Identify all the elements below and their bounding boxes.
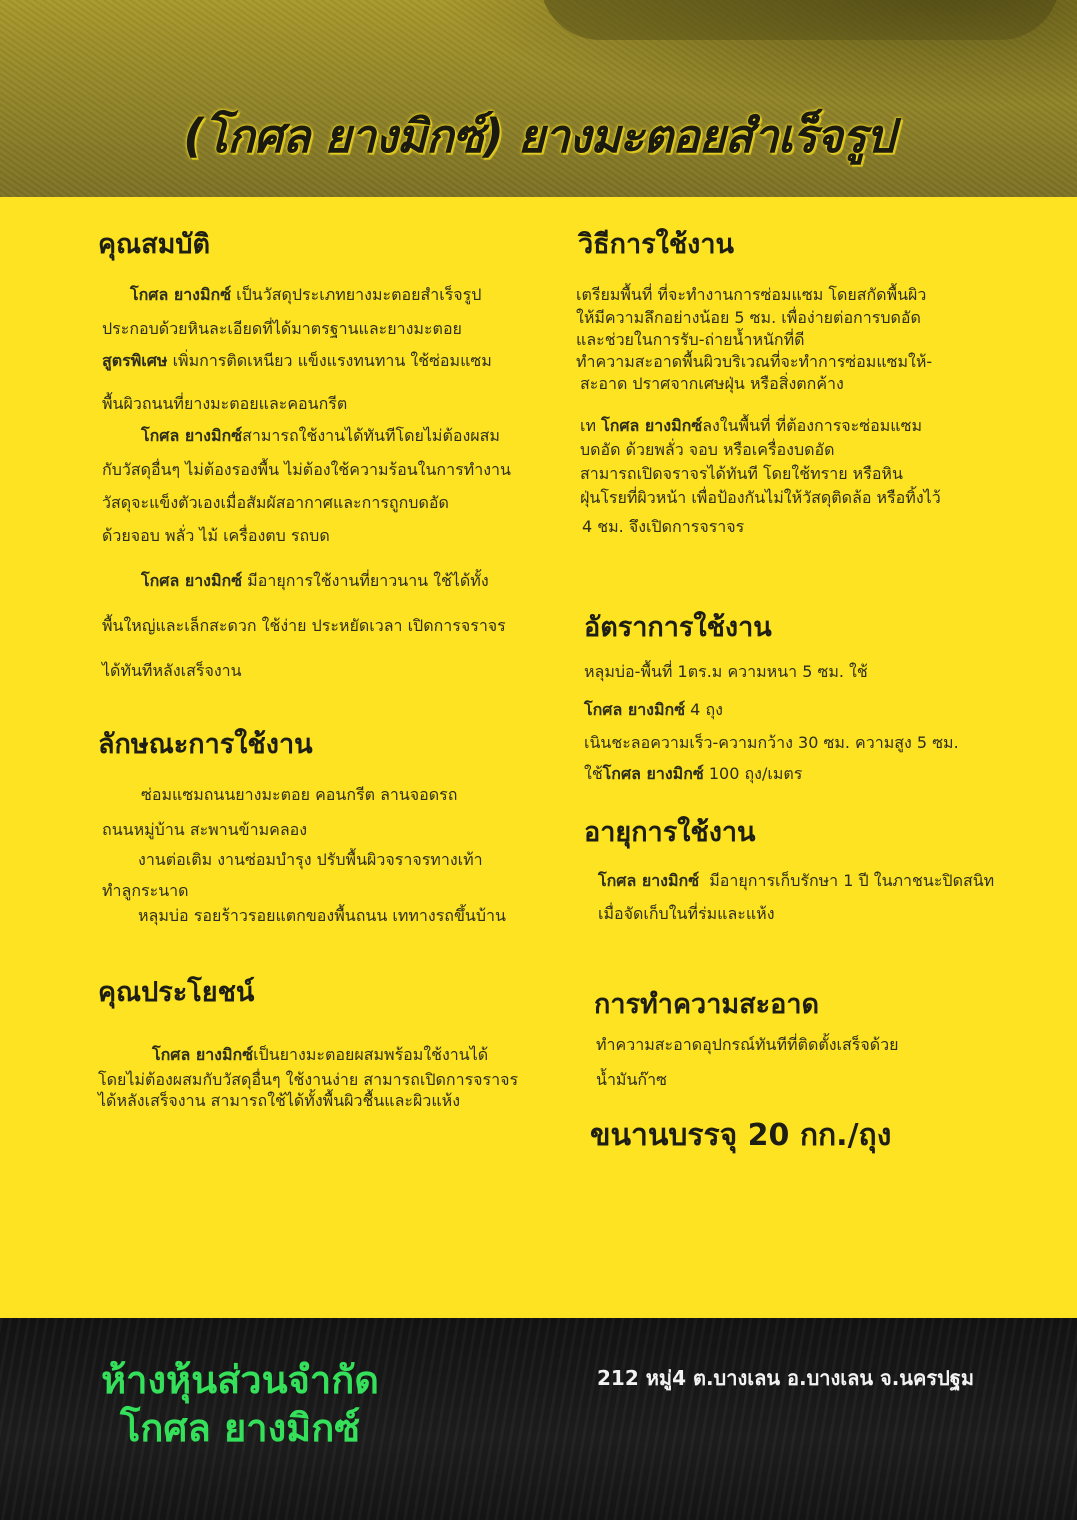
properties-line: ได้ทันทีหลังเสร็จงาน <box>102 661 242 680</box>
properties-line: โกศล ยางมิกซ์ มีอายุการใช้งานที่ยาวนาน ใช้ได้ทั้ง <box>141 571 489 590</box>
package-size: ขนานบรรจุ 20 กก./ถุง <box>590 1118 892 1153</box>
usage-heading: วิธีการใช้งาน <box>578 229 734 260</box>
benefits-line: โกศล ยางมิกซ์เป็นยางมะตอยผสมพร้อมใช้งานได้ <box>152 1045 489 1064</box>
properties-line: พื้นผิวถนนที่ยางมะตอยและคอนกรีต <box>102 394 348 413</box>
benefits-line: โดยไม่ต้องผสมกับวัสดุอื่นๆ ใช้งานง่าย สามารถเปิดการจราจร <box>98 1070 519 1089</box>
rate-heading: อัตราการใช้งาน <box>584 612 772 643</box>
cleaning-line: น้ำมันก๊าซ <box>596 1070 667 1089</box>
usage-line: ให้มีความลึกอย่างน้อย 5 ซม. เพื่อง่ายต่อการบดอัด <box>576 308 921 327</box>
rate-line: โกศล ยางมิกซ์ 4 ถุง <box>584 700 723 719</box>
footer <box>0 1318 1077 1520</box>
usage-line: เท โกศล ยางมิกซ์ลงในพื้นที่ ที่ต้องการจะซ่อมแซม <box>580 416 922 435</box>
applications-line: งานต่อเติม งานซ่อมบำรุง ปรับพื้นผิวจราจรทางเท้า <box>138 850 483 869</box>
rate-line: หลุมบ่อ-พื้นที่ 1ตร.ม ความหนา 5 ซม. ใช้ <box>584 662 868 681</box>
applications-line: ซ่อมแซมถนนยางมะตอย คอนกรีต ลานจอดรถ <box>141 785 458 804</box>
shelf-life-line: โกศล ยางมิกซ์ มีอายุการเก็บรักษา 1 ปี ในภาชนะปิดสนิท <box>598 871 995 890</box>
usage-line: บดอัด ด้วยพลั่ว จอบ หรือเครื่องบดอัด <box>580 440 835 459</box>
company-line-2: โกศล ยางมิกซ์ <box>119 1406 361 1450</box>
applications-heading: ลักษณะการใช้งาน <box>98 729 313 760</box>
header-banner <box>0 0 1077 197</box>
applications-line: ทำลูกระนาด <box>102 881 189 900</box>
page-title: (โกศล ยางมิกซ์) ยางมะตอยสำเร็จรูป <box>183 109 894 163</box>
properties-line: ประกอบด้วยหินละเอียดที่ได้มาตรฐานและยางมะตอย <box>102 319 462 338</box>
properties-line: พื้นใหญ่และเล็กสะดวก ใช้ง่าย ประหยัดเวลา เปิดการจราจร <box>102 616 506 635</box>
usage-line: เตรียมพื้นที่ ที่จะทำงานการซ่อมแซม โดยสกัดพื้นผิว <box>576 285 927 304</box>
benefits-heading: คุณประโยชน์ <box>98 977 255 1008</box>
usage-line: ทำความสะอาดพื้นผิวบริเวณที่จะทำการซ่อมแซมให้- <box>576 352 933 371</box>
cleaning-line: ทำความสะอาดอุปกรณ์ทันทีที่ติดตั้งเสร็จด้วย <box>596 1035 899 1054</box>
shelf-life-line: เมื่อจัดเก็บในที่ร่มและแห้ง <box>598 904 775 923</box>
properties-line: โกศล ยางมิกซ์ เป็นวัสดุประเภทยางมะตอยสำเร็จรูป <box>130 285 482 304</box>
company-address: 212 หมู่4 ต.บางเลน อ.บางเลน จ.นครปฐม <box>597 1366 975 1390</box>
properties-line: โกศล ยางมิกซ์สามารถใช้งานได้ทันทีโดยไม่ต้องผสม <box>141 426 500 445</box>
applications-line: ถนนหมู่บ้าน สะพานข้ามคลอง <box>102 820 308 839</box>
rate-line: เนินชะลอความเร็ว-ความกว้าง 30 ซม. ความสูง 5 ซม. <box>584 733 959 752</box>
cleaning-heading: การทำความสะอาด <box>594 989 820 1020</box>
shelf-life-heading: อายุการใช้งาน <box>584 817 756 848</box>
usage-line: สามารถเปิดจราจรได้ทันที โดยใช้ทราย หรือหิน <box>580 464 903 483</box>
usage-line: ฝุ่นโรยที่ผิวหน้า เพื่อป้องกันไม่ให้วัสดุติดล้อ หรือทิ้งไว้ <box>580 488 941 507</box>
usage-line: และช่วยในการรับ-ถ่ายน้ำหนักที่ดี <box>576 330 805 349</box>
company-name <box>30 1356 450 1452</box>
company-line-1: ห้างหุ้นส่วนจำกัด <box>101 1358 379 1402</box>
usage-line: 4 ชม. จึงเปิดการจราจร <box>582 517 745 536</box>
properties-line: วัสดุจะแข็งตัวเองเมื่อสัมผัสอากาศและการถูกบดอัด <box>102 493 449 512</box>
benefits-line: ได้หลังเสร็จงาน สามารถใช้ได้ทั้งพื้นผิวชื้นและผิวแห้ง <box>98 1091 461 1110</box>
properties-line: สูตรพิเศษ เพิ่มการติดเหนียว แข็งแรงทนทาน ใช้ซ่อมแซม <box>102 351 492 370</box>
properties-heading: คุณสมบัติ <box>98 229 211 260</box>
properties-line: กับวัสดุอื่นๆ ไม่ต้องรองพื้น ไม่ต้องใช้ความร้อนในการทำงาน <box>102 460 511 479</box>
properties-line: ด้วยจอบ พลั่ว ไม้ เครื่องตบ รถบด <box>102 526 330 545</box>
rate-line: ใช้โกศล ยางมิกซ์ 100 ถุง/เมตร <box>584 764 803 783</box>
applications-line: หลุมบ่อ รอยร้าวรอยแตกของพื้นถนน เททางรถขึ้นบ้าน <box>138 906 506 925</box>
usage-line: สะอาด ปราศจากเศษฝุ่น หรือสิ่งตกค้าง <box>580 374 844 393</box>
tire-image <box>540 0 1060 40</box>
